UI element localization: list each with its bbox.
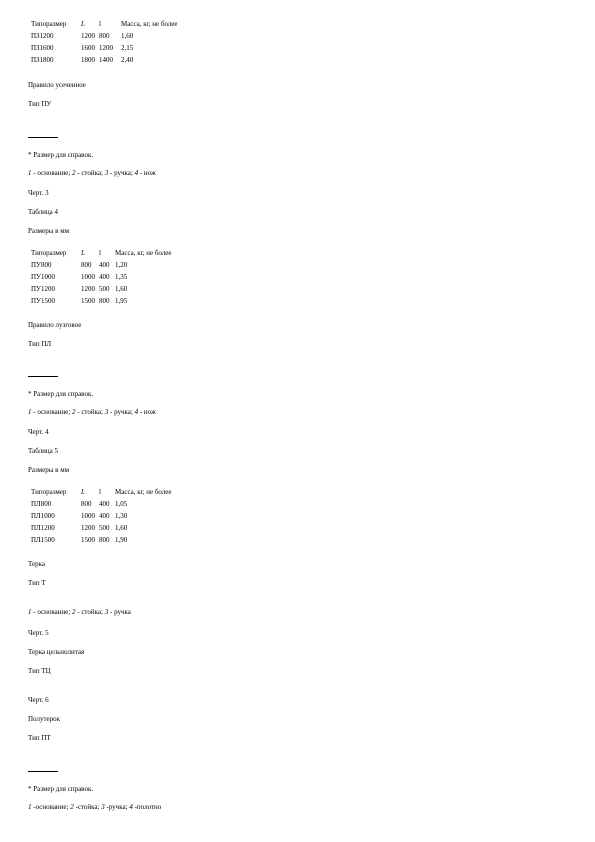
table-cell: 1200 bbox=[81, 32, 95, 40]
drawing-label-4: Черт. 4 bbox=[28, 428, 49, 436]
table-cell: 500 bbox=[99, 524, 110, 532]
table-cell: 400 bbox=[99, 273, 110, 281]
table-cell: 1,30 bbox=[115, 512, 128, 520]
table-cell: 400 bbox=[99, 261, 110, 269]
table-cell: 1600 bbox=[81, 44, 95, 52]
table-cell: 1200 bbox=[81, 285, 95, 293]
drawing-label-5: Черт. 5 bbox=[28, 629, 49, 637]
table-cell: ПЛ1500 bbox=[31, 536, 55, 544]
parts-legend-4: 1 -основание; 2 -стойка; 3 -ручка; 4 -полотно bbox=[28, 803, 162, 811]
table-title-5: Таблица 5 bbox=[28, 447, 58, 455]
header-cell: L bbox=[81, 488, 85, 496]
table-cell: 1500 bbox=[81, 297, 95, 305]
table-row bbox=[28, 298, 174, 310]
header-cell: Типоразмер bbox=[31, 249, 67, 257]
table-cell: 800 bbox=[81, 500, 92, 508]
table-cell: ПЗ1800 bbox=[31, 56, 54, 64]
section-title-pt: Полутерок bbox=[28, 715, 61, 723]
drawing-label-6: Черт. 6 bbox=[28, 696, 49, 704]
type-label-tc: Тип ТЦ bbox=[28, 667, 51, 675]
table-cell: ПУ1200 bbox=[31, 285, 56, 293]
header-cell: Масса, кг, не более bbox=[121, 20, 178, 28]
parts-legend-2: 1 - основание; 2 - стойка; 3 - ручка; 4 - нож bbox=[28, 408, 156, 416]
parts-legend-3: 1 - основание; 2 - стойка; 3 - ручка bbox=[28, 608, 131, 616]
table-cell: 1000 bbox=[81, 273, 95, 281]
table-cell: 1,95 bbox=[115, 297, 128, 305]
section-title-tc: Терка цельнолитая bbox=[28, 648, 85, 656]
table-cell: 1,20 bbox=[115, 261, 128, 269]
table-cell: ПУ1500 bbox=[31, 297, 56, 305]
footnote-divider bbox=[28, 137, 58, 138]
table-cell: ПЗ1600 bbox=[31, 44, 54, 52]
header-cell: L bbox=[81, 20, 85, 28]
footnote-1: * Размер для справок. bbox=[28, 151, 94, 159]
header-cell: Типоразмер bbox=[31, 488, 67, 496]
table-cell: 2,40 bbox=[121, 56, 134, 64]
table-cell: ПЛ800 bbox=[31, 500, 52, 508]
footnote-divider bbox=[28, 771, 58, 772]
type-label-t: Тип Т bbox=[28, 579, 46, 587]
table-cell: 1200 bbox=[99, 44, 113, 52]
table-title-4: Таблица 4 bbox=[28, 208, 58, 216]
section-title-t: Терка bbox=[28, 560, 46, 568]
footnote-2: * Размер для справок. bbox=[28, 390, 94, 398]
table-cell: 1000 bbox=[81, 512, 95, 520]
parts-legend-1: 1 - основание; 2 - стойка; 3 - ручка; 4 - нож bbox=[28, 169, 156, 177]
type-label-pu: Тип ПУ bbox=[28, 100, 52, 108]
table-cell: 1,60 bbox=[115, 524, 128, 532]
table-row bbox=[28, 57, 180, 69]
table-3 bbox=[28, 21, 180, 69]
table-row bbox=[28, 537, 174, 549]
section-title-pu: Правило усеченное bbox=[28, 81, 86, 89]
header-cell: l bbox=[99, 249, 101, 257]
table-cell: 800 bbox=[99, 32, 110, 40]
footnote-divider bbox=[28, 376, 58, 377]
table-cell: 400 bbox=[99, 512, 110, 520]
table-cell: ПУ1000 bbox=[31, 273, 56, 281]
table-cell: 1800 bbox=[81, 56, 95, 64]
footnote-3: * Размер для справок. bbox=[28, 785, 94, 793]
table-cell: 1,60 bbox=[121, 32, 134, 40]
header-cell: Масса, кг, не более bbox=[115, 249, 172, 257]
header-cell: l bbox=[99, 488, 101, 496]
table-cell: 800 bbox=[99, 297, 110, 305]
table-cell: ПЛ1000 bbox=[31, 512, 55, 520]
table-cell: 500 bbox=[99, 285, 110, 293]
table-cell: 800 bbox=[99, 536, 110, 544]
table-cell: ПЗ1200 bbox=[31, 32, 54, 40]
table-cell: 1,60 bbox=[115, 285, 128, 293]
table-cell: 400 bbox=[99, 500, 110, 508]
table-4 bbox=[28, 250, 174, 310]
units-note-5: Размеры в мм bbox=[28, 466, 70, 474]
header-cell: Масса, кг, не более bbox=[115, 488, 172, 496]
drawing-label-3: Черт. 3 bbox=[28, 189, 49, 197]
table-cell: 1400 bbox=[99, 56, 113, 64]
type-label-pt: Тип ПТ bbox=[28, 734, 51, 742]
table-5 bbox=[28, 489, 174, 549]
table-cell: 800 bbox=[81, 261, 92, 269]
table-cell: 1,05 bbox=[115, 500, 128, 508]
header-cell: l bbox=[99, 20, 101, 28]
header-cell: L bbox=[81, 249, 85, 257]
table-cell: 1500 bbox=[81, 536, 95, 544]
table-cell: 2,15 bbox=[121, 44, 134, 52]
section-title-pl: Правило лузговое bbox=[28, 321, 82, 329]
table-cell: 1200 bbox=[81, 524, 95, 532]
table-cell: ПУ800 bbox=[31, 261, 52, 269]
table-cell: ПЛ1200 bbox=[31, 524, 55, 532]
header-cell: Типоразмер bbox=[31, 20, 67, 28]
table-cell: 1,90 bbox=[115, 536, 128, 544]
type-label-pl: Тип ПЛ bbox=[28, 340, 52, 348]
units-note-4: Размеры в мм bbox=[28, 227, 70, 235]
table-cell: 1,35 bbox=[115, 273, 128, 281]
